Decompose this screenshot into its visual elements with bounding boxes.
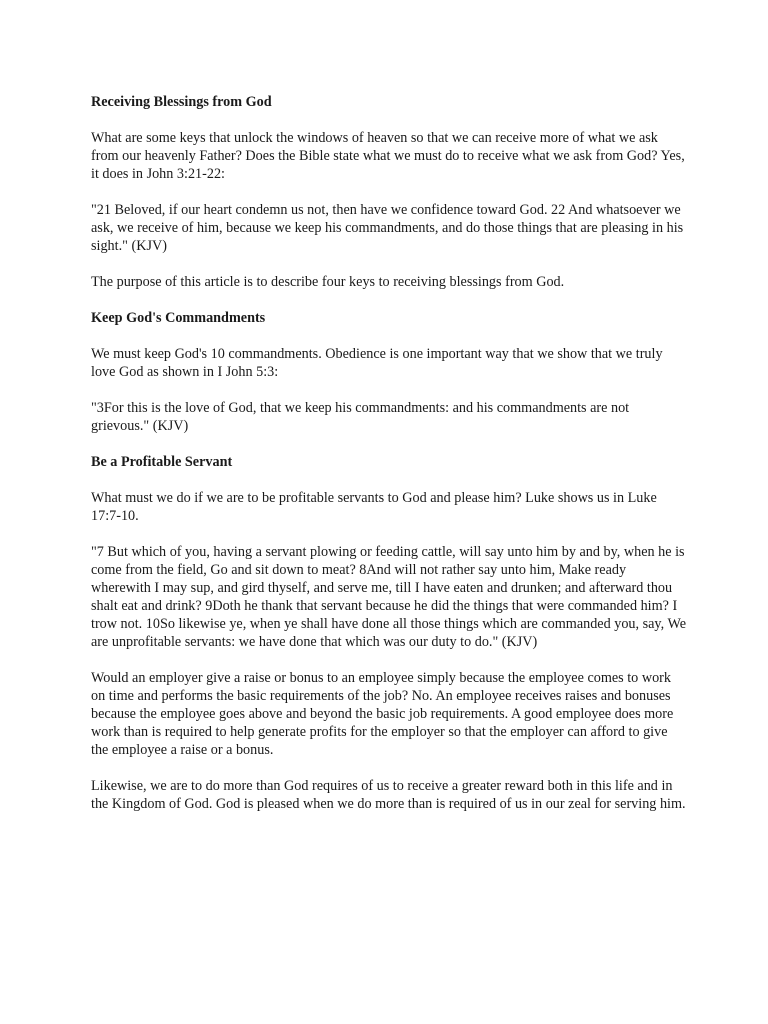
scripture-quote: "3For this is the love of God, that we keep his commandments: and his commandments are not grievous." (KJV) <box>91 400 630 434</box>
scripture-quote: "7 But which of you, having a servant plowing or feeding cattle, will say unto him by and by, when he is come from the field, Go and sit down to meat? 8And will not rather say unto him, Make ready wherewith I may sup, and gird thyself, and serve me, till I have eaten and drunken; and afterward thou shalt eat and drink? 9Doth he thank that servant because he did the things that were commanded him? I trow not. 10So likewise ye, when ye shall have done all those things which are commanded you, say, We are unprofitable servants: we have done that which was our duty to do." (KJV) <box>91 544 686 650</box>
section-heading: Be a Profitable Servant <box>91 454 233 470</box>
paragraph: What are some keys that unlock the windows of heaven so that we can receive more of what we ask from our heavenly Father? Does the Bible state what we must do to receive what we ask from God? Yes, it does in John 3:21-22: <box>91 130 685 182</box>
paragraph: What must we do if we are to be profitable servants to God and please him? Luke shows us in Luke 17:7-10. <box>91 490 657 524</box>
paragraph: Likewise, we are to do more than God requires of us to receive a greater reward both in this life and in the Kingdom of God. God is pleased when we do more than is required of us in our zeal for serving him. <box>91 778 686 812</box>
paragraph: The purpose of this article is to describe four keys to receiving blessings from God. <box>91 274 565 290</box>
section-heading: Keep God's Commandments <box>91 310 266 326</box>
document-title: Receiving Blessings from God <box>91 94 272 110</box>
paragraph: We must keep God's 10 commandments. Obedience is one important way that we show that we truly love God as shown in I John 5:3: <box>91 346 663 380</box>
document-body <box>91 93 687 831</box>
scripture-quote: "21 Beloved, if our heart condemn us not, then have we confidence toward God. 22 And whatsoever we ask, we receive of him, because we keep his commandments, and do those things that are pleasing in his sight." (KJV) <box>91 202 684 254</box>
paragraph: Would an employer give a raise or bonus to an employee simply because the employee comes to work on time and performs the basic requirements of the job? No. An employee receives raises and bonuses because the employee goes above and beyond the basic job requirements. A good employee does more work than is required to help generate profits for the employer so that the employer can afford to give the employee a raise or a bonus. <box>91 670 674 758</box>
